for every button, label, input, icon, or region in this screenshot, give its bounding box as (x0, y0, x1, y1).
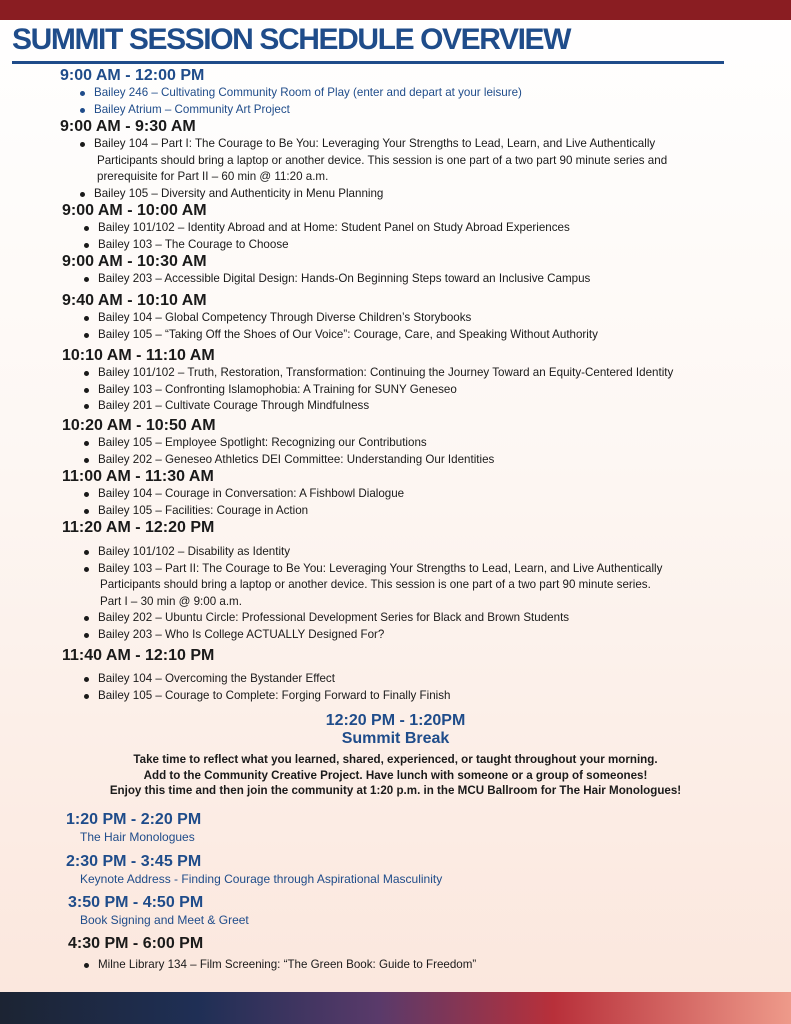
session-item: Bailey 104 – Global Competency Through Diverse Children’s Storybooks (84, 310, 598, 327)
break-time: 12:20 PM - 1:20PM (325, 712, 466, 729)
session-item: Bailey 104 – Courage in Conversation: A Fishbowl Dialogue (84, 486, 404, 503)
slot-1140-1210 (62, 646, 451, 704)
session-item: Bailey 101/102 – Disability as Identity (84, 544, 662, 561)
session-item: Bailey 105 – Courage to Complete: Forging Forward to Finally Finish (84, 688, 451, 705)
session-item: Bailey 203 – Who Is College ACTUALLY Designed For? (84, 627, 662, 644)
slot-time: 11:00 AM - 11:30 AM (62, 468, 214, 485)
session-item: Bailey 201 – Cultivate Courage Through Mindfulness (84, 398, 673, 415)
top-color-bar (0, 0, 791, 20)
session-item: Bailey Atrium – Community Art Project (80, 102, 522, 119)
session-item: Bailey 246 – Cultivating Community Room of Play (enter and depart at your leisure) (80, 85, 522, 102)
summit-break (0, 712, 791, 799)
session-note: Participants should bring a laptop or another device. This session is one part of a two part 90 minute series. Part I – 30 min @ 9:00 a.m. (100, 578, 651, 608)
slot-time: 11:20 AM - 12:20 PM (62, 519, 215, 536)
slot-time: 2:30 PM - 3:45 PM (66, 853, 202, 870)
slot-0430-0600 (68, 934, 476, 974)
slot-0900-1000 (62, 201, 570, 253)
session-item: Bailey 103 – Confronting Islamophobia: A Training for SUNY Geneseo (84, 382, 673, 399)
slot-0900-1200 (60, 66, 522, 118)
slot-time: 9:40 AM - 10:10 AM (62, 292, 207, 309)
slot-time: 1:20 PM - 2:20 PM (66, 811, 202, 828)
session-item: Bailey 104 – Part I: The Courage to Be You: Leveraging Your Strengths to Lead, Learn, and Live Authentically (80, 136, 667, 153)
break-title: Summit Break (341, 730, 450, 747)
session-item: Bailey 104 – Overcoming the Bystander Effect (84, 671, 451, 688)
session-item: Bailey 202 – Ubuntu Circle: Professional Development Series for Black and Brown Students (84, 610, 662, 627)
slot-1010-1110 (62, 346, 673, 415)
break-description: Take time to reflect what you learned, shared, experienced, or taught throughout your morning. Add to the Community Creative Project. Have lunch with someone or a group of someones! Enjoy this time and then join the community at 1:20 p.m. in the MCU Ballroom for The Hair Monologues! (109, 753, 682, 797)
slot-0900-0930 (60, 117, 667, 202)
session-description: Keynote Address - Finding Courage through Aspirational Masculinity (80, 872, 443, 886)
session-item: Bailey 105 – Employee Spotlight: Recognizing our Contributions (84, 435, 494, 452)
slot-0940-1010 (62, 291, 598, 343)
slot-time: 9:00 AM - 9:30 AM (60, 118, 196, 135)
slot-time: 9:00 AM - 10:30 AM (62, 253, 207, 270)
slot-time: 3:50 PM - 4:50 PM (68, 894, 204, 911)
slot-0230-0345 (66, 852, 442, 887)
slot-time: 10:20 AM - 10:50 AM (62, 417, 216, 434)
slot-time: 10:10 AM - 11:10 AM (62, 347, 215, 364)
bottom-gradient-bar (0, 992, 791, 1024)
slot-time: 9:00 AM - 12:00 PM (60, 67, 205, 84)
slot-1120-1220 (62, 518, 662, 644)
session-item: Bailey 203 – Accessible Digital Design: Hands-On Beginning Steps toward an Inclusive Campus (84, 271, 590, 288)
session-item: Milne Library 134 – Film Screening: “The Green Book: Guide to Freedom” (84, 957, 476, 974)
session-description: Book Signing and Meet & Greet (80, 913, 249, 927)
session-item: Bailey 103 – Part II: The Courage to Be You: Leveraging Your Strengths to Lead, Learn, and Live Authentically (84, 561, 662, 578)
session-description: The Hair Monologues (80, 830, 195, 844)
session-item: Bailey 202 – Geneseo Athletics DEI Committee: Understanding Our Identities (84, 452, 494, 469)
session-item: Bailey 101/102 – Truth, Restoration, Transformation: Continuing the Journey Toward an Equity-Centered Identity (84, 365, 673, 382)
session-note: Participants should bring a laptop or another device. This session is one part of a two part 90 minute series and prerequisite for Part II – 60 min @ 11:20 a.m. (97, 153, 668, 184)
slot-1100-1130 (62, 467, 404, 519)
session-item: Bailey 101/102 – Identity Abroad and at Home: Student Panel on Study Abroad Experiences (84, 220, 570, 237)
session-item: Bailey 105 – “Taking Off the Shoes of Our Voice”: Courage, Care, and Speaking Without Authority (84, 327, 598, 344)
session-item: Bailey 105 – Facilities: Courage in Action (84, 503, 404, 520)
session-item: Bailey 103 – The Courage to Choose (84, 237, 570, 254)
slot-0120-0220 (66, 810, 201, 845)
slot-time: 4:30 PM - 6:00 PM (68, 935, 204, 952)
slot-0900-1030 (62, 252, 590, 288)
slot-time: 9:00 AM - 10:00 AM (62, 202, 207, 219)
session-item: Bailey 105 – Diversity and Authenticity in Menu Planning (80, 186, 667, 203)
title-underline (12, 61, 724, 64)
slot-time: 11:40 AM - 12:10 PM (62, 647, 215, 664)
slot-0350-0450 (68, 893, 249, 928)
slot-1020-1050 (62, 416, 494, 468)
page-title: SUMMIT SESSION SCHEDULE OVERVIEW (12, 23, 571, 56)
